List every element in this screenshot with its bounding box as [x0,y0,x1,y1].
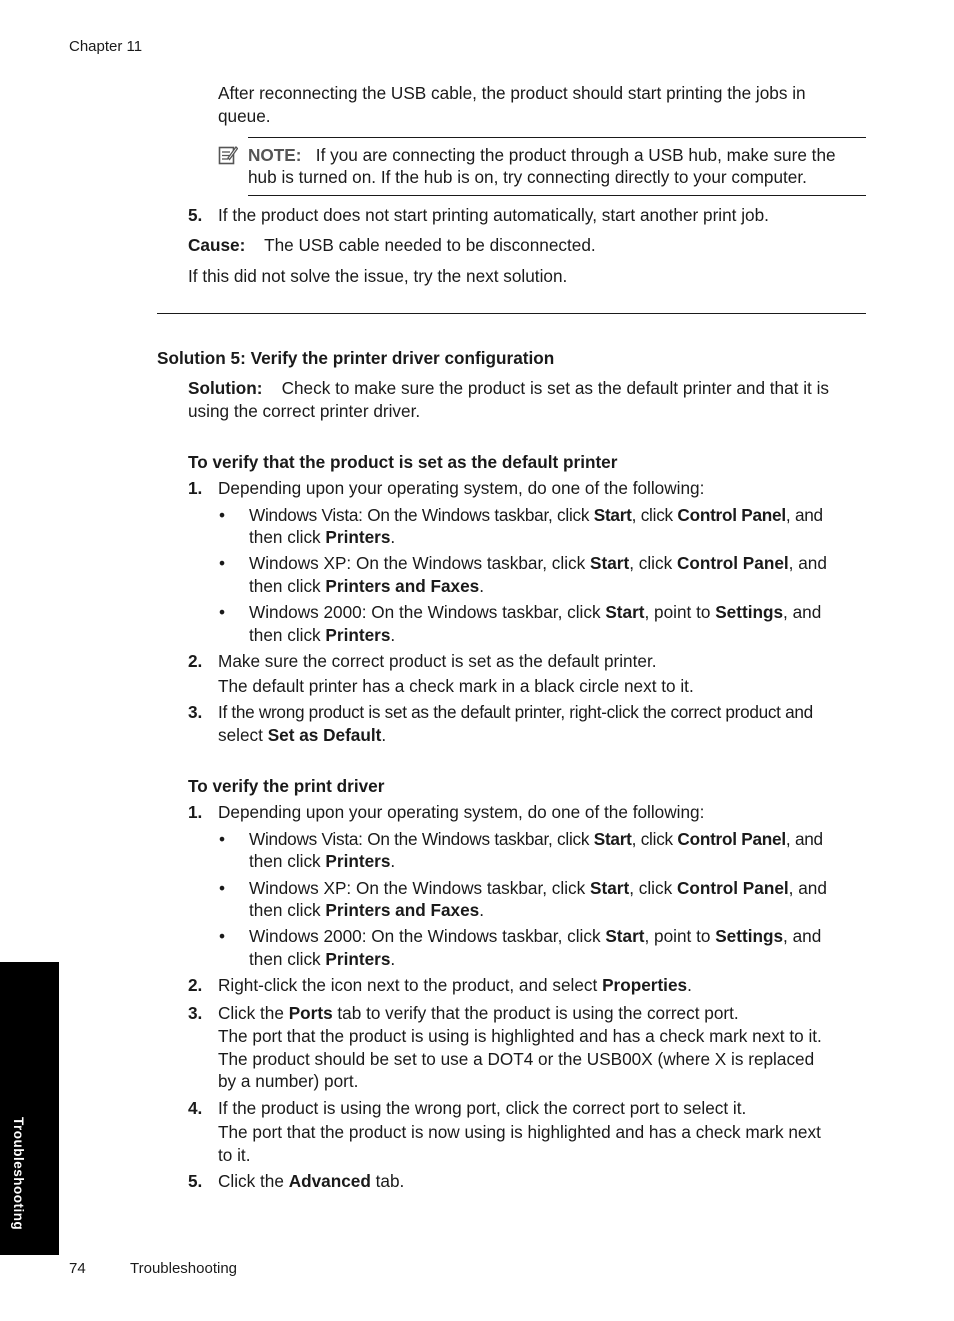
text: , click [629,553,677,573]
start-term: Start [605,602,645,622]
cause-text: The USB cable needed to be disconnected. [264,235,596,255]
start-term: Start [593,505,632,525]
bullet-xp-line-1 [249,877,827,900]
step-number: 1. [188,802,203,822]
text: , click [629,878,677,898]
advanced-term: Advanced [288,1171,371,1191]
text: select [218,725,268,745]
ports-term: Ports [288,1003,333,1023]
bullet: • [219,878,226,898]
step-text-line-2 [218,724,386,747]
step-text: If the product is using the wrong port, click the correct port to select it. [218,1098,747,1118]
note-text-2: hub is turned on. If the hub is on, try connecting directly to your computer. [248,167,807,187]
text: . [390,625,396,645]
text: then click [249,900,326,920]
step-subtext: The port that the product is now using is highlighted and has a check mark next [218,1122,821,1142]
text: , and [783,926,822,946]
step-subtext: The default printer has a check mark in a black circle next to it. [218,676,694,696]
bullet: • [219,553,226,573]
text: , and [785,829,823,849]
printers-term: Printers [325,527,391,547]
solution-text-2: using the correct printer driver. [188,401,421,421]
bullet-2000-line-1 [249,601,821,624]
solution-line-1 [188,377,829,400]
settings-term: Settings [715,602,784,622]
text: , and [788,878,827,898]
step-number: 2. [188,975,203,995]
text: Click the [218,1003,289,1023]
printers-term: Printers [325,851,391,871]
note-icon [218,144,238,166]
bullet-vista-line-1 [249,504,823,527]
printers-term: Printers [325,949,391,969]
settings-term: Settings [715,926,784,946]
properties-term: Properties [602,975,688,995]
text: , point to [644,926,716,946]
control-panel-term: Control Panel [676,553,789,573]
text: Windows 2000: On the Windows taskbar, click [249,602,606,622]
note-label: NOTE: [248,145,302,165]
text: . [687,975,692,995]
step-number: 4. [188,1098,203,1118]
section-tab-label: Troubleshooting [11,1117,26,1231]
cause-label: Cause: [188,235,246,255]
start-term: Start [590,553,630,573]
step-text [218,974,692,997]
step-subtext: The port that the product is using is highlighted and has a check mark next to it. [218,1026,822,1046]
step-subtext: The product should be set to use a DOT4 or the USB00X (where X is replaced [218,1049,815,1069]
text: . [479,900,485,920]
text: Windows Vista: On the Windows taskbar, click [249,505,594,525]
step-subtext: by a number) port. [218,1071,359,1091]
step-text: Depending upon your operating system, do one of the following: [218,802,705,822]
text: . [390,527,396,547]
text: , click [631,505,678,525]
procedure-heading: To verify that the product is set as the default printer [188,452,618,472]
reconnect-paragraph: After reconnecting the USB cable, the product should start printing the jobs in queue. [218,83,806,126]
footer-section: Troubleshooting [130,1260,238,1277]
text: Windows XP: On the Windows taskbar, click [249,878,591,898]
step-number: 2. [188,651,203,671]
step-number: 3. [188,702,203,722]
text: Windows 2000: On the Windows taskbar, click [249,926,606,946]
bullet: • [219,829,226,849]
step-text [218,1002,739,1025]
note-rule-bottom [248,195,866,196]
bullet-2000-line-2 [249,624,395,647]
text: tab. [370,1171,405,1191]
step-text: If the wrong product is set as the default printer, right-click the correct product and [218,702,813,722]
printers-and-faxes-term: Printers and Faxes [325,576,480,596]
step-text [218,1170,404,1193]
solution-heading: Solution 5: Verify the printer driver configuration [157,348,555,368]
printers-term: Printers [325,625,391,645]
bullet-vista-line-2 [249,850,395,873]
bullet: • [219,926,226,946]
section-divider [157,313,866,314]
bullet-xp-line-1 [249,552,827,575]
text: then click [249,949,326,969]
start-term: Start [605,926,645,946]
text: , and [783,602,822,622]
start-term: Start [590,878,630,898]
bullet-2000-line-1 [249,925,821,948]
text: then click [249,527,326,547]
procedure-heading: To verify the print driver [188,776,385,796]
bullet-xp-line-2 [249,899,484,922]
step-subtext: to it. [218,1145,251,1165]
printers-and-faxes-term: Printers and Faxes [325,900,480,920]
text: Windows XP: On the Windows taskbar, click [249,553,591,573]
text: , and [788,553,827,573]
note-text-1: If you are connecting the product through a USB hub, make sure the [315,145,836,165]
chapter-header: Chapter 11 [69,38,143,55]
bullet-xp-line-2 [249,575,484,598]
control-panel-term: Control Panel [677,829,786,849]
text: , point to [644,602,716,622]
note-rule-top [248,137,866,138]
text: . [390,949,396,969]
step-number: 1. [188,478,203,498]
note-line-1 [248,144,878,167]
text: . [479,576,485,596]
text: . [381,725,387,745]
text: then click [249,851,326,871]
text: then click [249,625,326,645]
solution-text-1: Check to make sure the product is set as the default printer and that it is [281,378,830,398]
solution-label: Solution: [188,378,263,398]
bullet: • [219,505,226,525]
text: . [390,851,396,871]
text: Windows Vista: On the Windows taskbar, click [249,829,594,849]
next-solution-text: If this did not solve the issue, try the next solution. [188,266,568,286]
step-text: Depending upon your operating system, do one of the following: [218,478,705,498]
bullet-vista-line-1 [249,828,823,851]
step-number: 5. [188,205,203,225]
set-as-default-term: Set as Default [267,725,382,745]
bullet: • [219,602,226,622]
bullet-vista-line-2 [249,526,395,549]
text: Right-click the icon next to the product, and select [218,975,603,995]
text: , click [631,829,678,849]
step-text: Make sure the correct product is set as the default printer. [218,651,657,671]
control-panel-term: Control Panel [676,878,789,898]
cause-line [188,234,596,257]
step-number: 5. [188,1171,203,1191]
start-term: Start [593,829,632,849]
step-text: If the product does not start printing automatically, start another print job. [218,205,769,225]
page-number: 74 [69,1260,86,1277]
step-number: 3. [188,1003,203,1023]
bullet-2000-line-2 [249,948,395,971]
text: Click the [218,1171,289,1191]
control-panel-term: Control Panel [677,505,786,525]
text: , and [785,505,823,525]
text: tab to verify that the product is using the correct port. [332,1003,739,1023]
text: then click [249,576,326,596]
